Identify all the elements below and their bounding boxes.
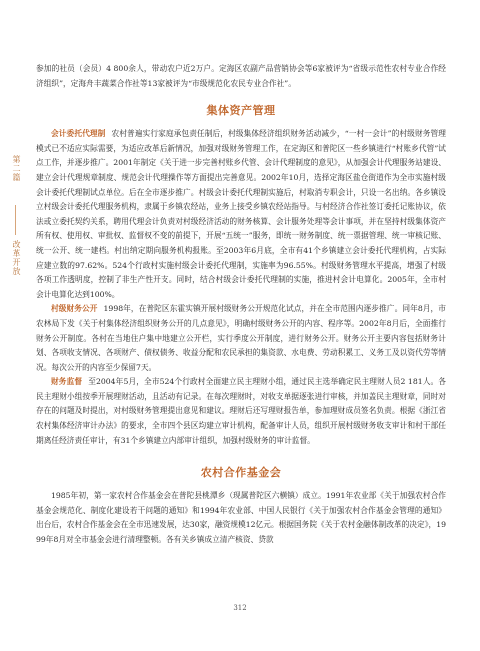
cooperative-fund-paragraph: 1985年初，第一家农村合作基金会在普陀县桃潭乡（现属普陀区六横镇）成立。1991年农业部《关于加强农村合作基金会规范化、制度化建设若干问题的通知》和1994年农业部、中国人民银行《关于加强农村合作基金会管理的通知》出台后，农村合作基金会在全市迅速发展，达30家，融资规模12亿元。根据国务院《关于农村金融体制改革的决定》，1999年8月对全市基金会进行清理整顿。各有关乡镇成立清产核资、贷款 [36, 491, 446, 545]
section-title-asset-management: 集体资产管理 [206, 104, 276, 118]
subheading-accounting-agency: 会计委托代理制 [51, 129, 106, 139]
accounting-agency-paragraph [36, 127, 446, 302]
sidebar-section-label: 改革开放 [12, 240, 21, 276]
sidebar-divider [15, 205, 16, 235]
page-number: 312 [233, 604, 247, 612]
finance-disclosure-paragraph [36, 302, 446, 375]
accounting-agency-text: 农村普遍实行家庭承包责任制后，村级集体经济组织财务活动减少，“一村一会计”的村级财务管理模式已不适应实际需要，为适应改革后新情况，加强对级财务管理工作，在定海区和普陀区一些乡镇进行“村账乡代管”试点工作，并逐步推广。2001年制定《关于进一步完善村账乡代管、会计代理制度的意见》，从加强会计代理服务站建设、建立会计代理规章制度、规范会计代理操作等方面提出完善意见。2002年10月，选择定海区盐仓街道作为全市实施村级会计委托代理制试点单位。后在全市逐步推广。村级会计委托代理制实施后，村取消专职会计，只设一名出纳。各乡镇设立村级会计委托代理服务机构，隶属于乡镇农经站，业务上接受乡镇农经站指导。与村经济合作社签订委托记账协议，依法或立委托契约关系，聘用代理会计负责对村级经济活动的财务核算、会计服务处理等会计事项，并在坚持村级集体资产所有权、使用权、审批权、监督权不变的前提下，开展“五统一”服务，即统一财务制度、统一票据管理、统一审核记账、统一公开、统一建档。村出纳定期向服务机构报账。至2003年6月底，全市有41个乡镇建立会计委托代理机构，占实际应建立数的97.62%。524个行政村实施村级会计委托代理制，实施率为96.55%。村级财务管理水平提高，增强了村级各项工作透明度，控制了非生产性开支。同时，结合村级会计委托代理制的实施，推进村会计电算化。2005年，全市村会计电算化达到100%。 [36, 129, 446, 299]
subheading-finance-disclosure: 村级财务公开 [51, 304, 98, 314]
section-title-cooperative-fund: 农村合作基金会 [200, 466, 282, 480]
finance-supervision-text: 至2004年5月，全市524个行政村全面建立民主理财小组，通过民主选举确定民主理财人员2 181人。各民主理财小组按季开展理财活动，且活动有记录。在每次理财时，对收支单据逐张进行审核，并加盖民主理财章，同时对存在的问题及时提出，对村级财务管理提出意见和建议。理财后还写理财报告单，参加理财成员签名负责。根据《浙江省农村集体经济审计办法》的要求，全市四个县区均建立审计机构，配备审计人员，组织开展村级财务收支审计和村干部任期离任经济责任审计，有31个乡镇建立内部审计组织，加强村级财务的审计监督。 [36, 377, 446, 445]
finance-disclosure-text: 1998年，在普陀区东霍实镇开展村级财务公开规范化试点，并在全市范围内逐步推广。同年8月，市农林局下发《关于村集体经济组织财务公开的几点意见》，明确村级财务公开的内容、程序等。2002年8月后，全面推行财务公开制度。各村在当地住户集中地建立公开栏，实行季度公开制度，进行财务公开。财务公开主要内容包括财务计划、各项收支情况、各项财产、债权债务、收益分配和农民承担的集资款、水电费、劳动积累工、义务工及以资代劳等情况。每次公开的内容至少保留7天。 [36, 304, 446, 372]
finance-supervision-paragraph [36, 375, 446, 448]
subheading-finance-supervision: 财务监督 [51, 377, 83, 387]
sidebar-part-label: 第二篇 [12, 155, 21, 182]
intro-paragraph: 参加的社员（会员）4 800余人，带动农户近2万户。定海区农副产品营销协会等6家被评为“省级示范性农村专业合作经济组织”，定海舟丰蔬菜合作社等13家被评为“市级规范化农民专业合作社”。 [36, 64, 446, 88]
page-content [36, 62, 446, 548]
